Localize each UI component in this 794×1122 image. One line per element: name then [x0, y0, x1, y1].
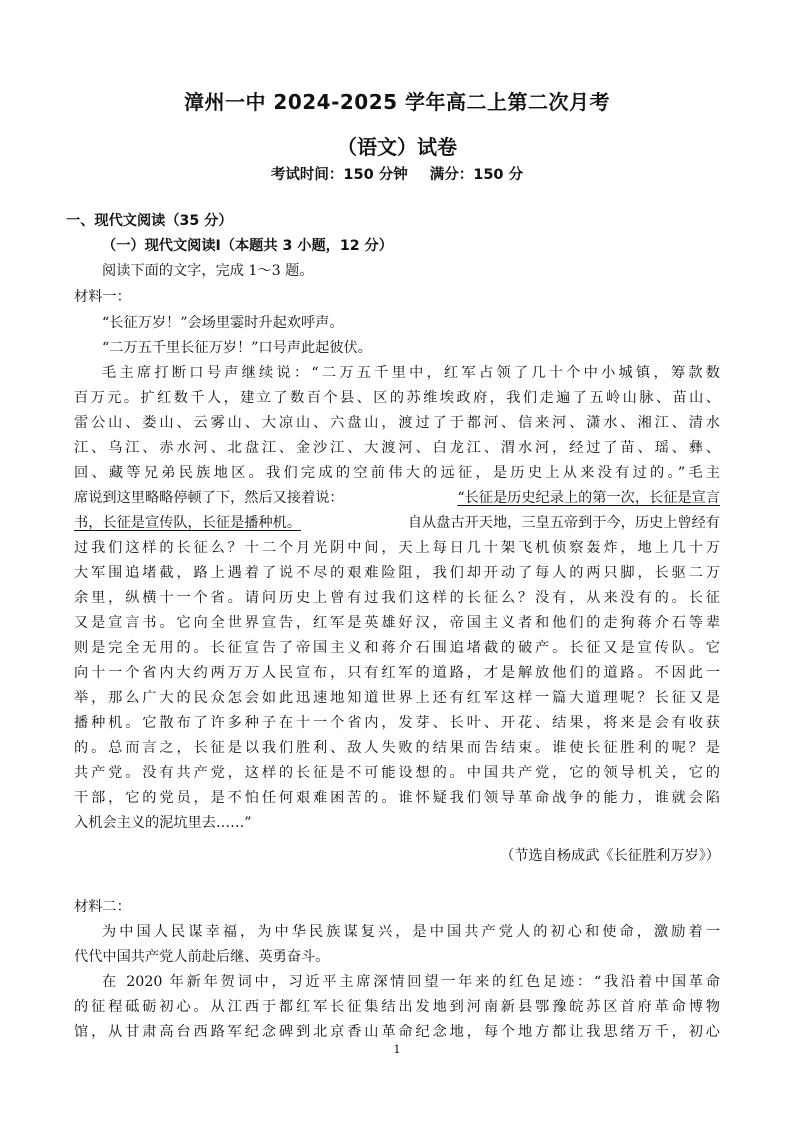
paragraph-line: 过我们这样的长征么？十二个月光阴中间，天上每日几十架飞机侦察轰炸，地上几十万	[74, 540, 720, 556]
paragraph-line: 播种机。它散布了许多种子在十一个省内，发芽、长叶、开花、结果，将来是会有收获	[74, 715, 720, 731]
exam-title: 漳州一中 2024-2025 学年高二上第二次月考	[183, 90, 611, 114]
paragraph-line: 回、藏等兄弟民族地区。我们完成的空前伟大的远征，是历史上从来没有过的。”毛主	[74, 465, 720, 481]
paragraph-line	[74, 513, 720, 533]
paragraph-line: 余里，纵横十一个省。请问历史上曾有过我们这样的长征么？没有，从来没有的。长征	[74, 590, 720, 606]
paragraph-line: 江、乌江、赤水河、北盘江、金沙江、大渡河、白龙江、渭水河，经过了苗、瑶、彝、	[74, 440, 720, 456]
paragraph-line: 共产党。没有共产党，这样的长征是不可能设想的。中国共产党，它的领导机关，它的	[74, 765, 720, 781]
paragraph-line: 入机会主义的泥坑里去……”	[74, 815, 252, 831]
subsection-heading: （一）现代文阅读Ⅰ（本题共 3 小题，12 分）	[102, 238, 393, 254]
paragraph-line: 在 2020 年新年贺词中，习近平主席深情回望一年来的红色足迹：“我沿着中国革命	[102, 974, 720, 990]
underlined-quote: “长征是历史纪录上的第一次，长征是宣言	[457, 490, 720, 506]
plain-text: 自从盘古开天地，三皇五帝到于今，历史上曾经有	[407, 515, 720, 531]
paragraph-line: 百万元。扩红数千人，建立了数百个县、区的苏维埃政府，我们走遍了五岭山脉、苗山、	[74, 390, 720, 406]
paragraph-line: 则是完全无用的。长征宣告了帝国主义和蒋介石围追堵截的破产。长征又是宣传队。它	[74, 640, 720, 656]
underlined-quote: 书，长征是宣传队，长征是播种机。	[74, 515, 302, 531]
paragraph-line: 大军围追堵截，路上遇着了说不尽的艰难险阻，我们却开动了每人的两只脚，长驱二万	[74, 565, 720, 581]
plain-text: 席说到这里略略停顿了下，然后又接着说：	[74, 490, 344, 506]
page-number: 1	[393, 1043, 401, 1056]
section-heading: 一、现代文阅读（35 分）	[66, 213, 233, 229]
reading-instruction: 阅读下面的文字，完成 1～3 题。	[102, 263, 314, 279]
paragraph-line: 又是宣言书。它向全世界宣告，红军是英雄好汉，帝国主义者和他们的走狗蒋介石等辈	[74, 615, 720, 631]
paragraph-line: 向十一个省内大约两万万人民宣布，只有红军的道路，才是解放他们的道路。不因此一	[74, 665, 720, 681]
paragraph-line: “长征万岁！”会场里霎时升起欢呼声。	[102, 315, 344, 331]
exam-info	[0, 163, 794, 184]
exam-subtitle: （语文）试卷	[337, 135, 457, 159]
material-one-label: 材料一：	[74, 289, 131, 305]
paragraph-line: 毛主席打断口号声继续说：“二万五千里中，红军占领了几十个中小城镇，筹款数	[102, 365, 720, 381]
paragraph-line: 代代中国共产党人前赴后继、英勇奋斗。	[74, 949, 330, 965]
material-two-label: 材料二：	[74, 899, 131, 915]
paragraph-line: 为中国人民谋幸福，为中华民族谋复兴，是中国共产党人的初心和使命，激励着一	[102, 924, 720, 940]
paragraph-line	[74, 488, 720, 508]
paragraph-line: 干部，它的党员，是不怕任何艰难困苦的。谁怀疑我们领导革命战争的能力，谁就会陷	[74, 790, 720, 806]
material-source: （节选自杨成武《长征胜利万岁》）	[500, 848, 720, 864]
paragraph-line: “二万五千里长征万岁！”口号声此起彼伏。	[102, 340, 372, 356]
paragraph-line: 雷公山、娄山、云雾山、大凉山、六盘山，渡过了于都河、信来河、潇水、湘江、清水	[74, 415, 720, 431]
exam-score: 满分：150 分	[429, 167, 524, 183]
paragraph-line: 馆，从甘肃高台西路军纪念碑到北京香山革命纪念地，每个地方都让我思绪万千，初心	[74, 1024, 720, 1040]
exam-time: 考试时间：150 分钟	[270, 167, 408, 183]
paragraph-line: 的。总而言之，长征是以我们胜利、敌人失败的结果而告结束。谁使长征胜利的呢？是	[74, 740, 720, 756]
paragraph-line: 的征程砥砺初心。从江西于都红军长征集结出发地到河南新县鄂豫皖苏区首府革命博物	[74, 999, 720, 1015]
paragraph-line: 举，那么广大的民众怎会如此迅速地知道世界上还有红军这样一篇大道理呢？长征又是	[74, 690, 720, 706]
